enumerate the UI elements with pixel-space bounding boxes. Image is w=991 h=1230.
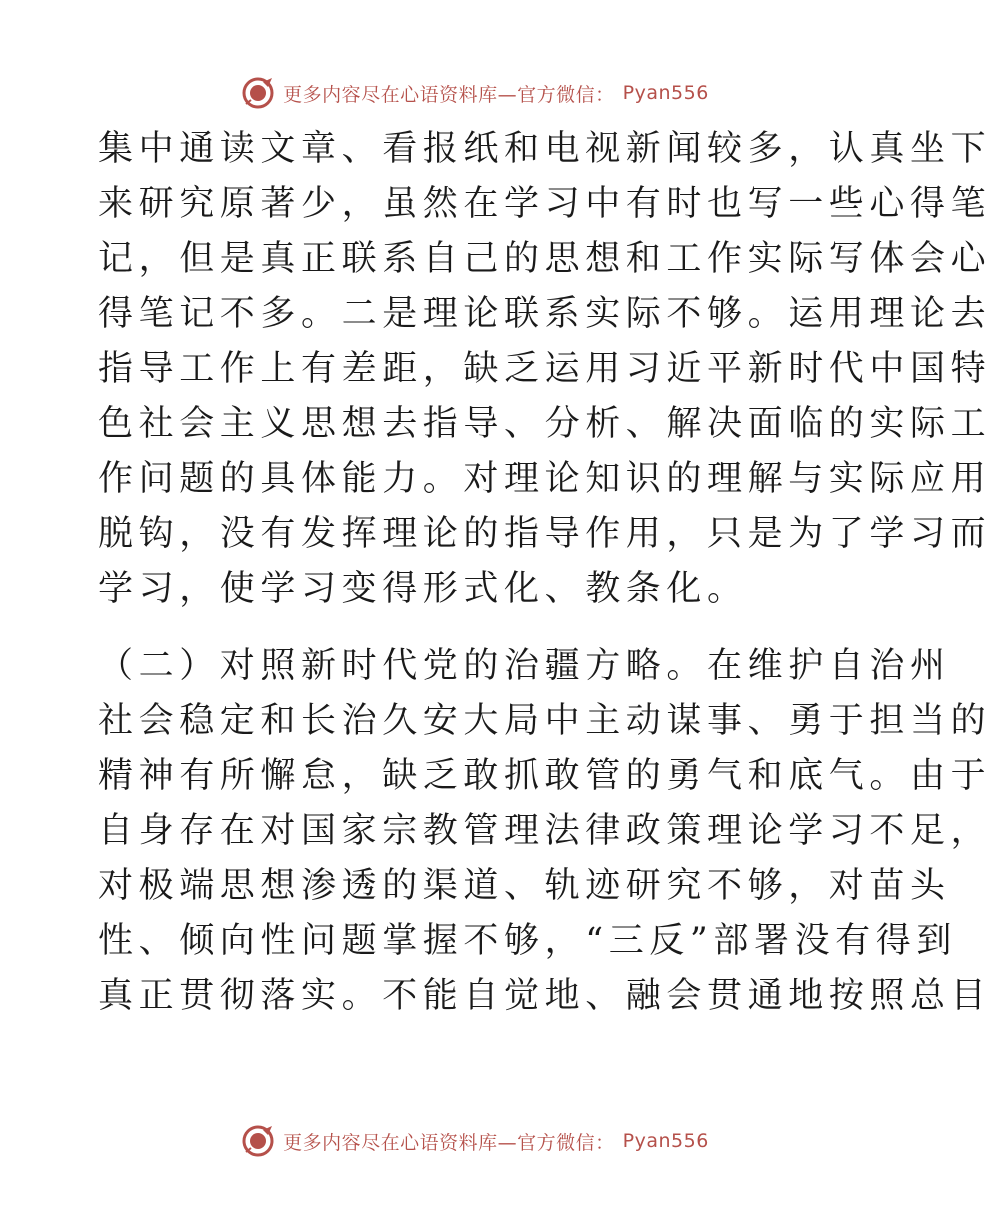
- paragraph-2: [98, 639, 991, 1024]
- text-line: 指导工作上有差距，缺乏运用习近平新时代中国特: [98, 349, 991, 389]
- paragraph-1: [98, 122, 991, 617]
- text-line: 真正贯彻落实。不能自觉地、融会贯通地按照总目: [98, 976, 991, 1016]
- text-line: 作问题的具体能力。对理论知识的理解与实际应用: [98, 459, 991, 499]
- footer-watermark: [0, 1124, 950, 1158]
- paragraph-gap: [98, 617, 858, 639]
- text-line: 记，但是真正联系自己的思想和工作实际写体会心: [98, 239, 991, 279]
- watermark-text: 更多内容尽在心语资料库—官方微信：: [283, 83, 615, 106]
- text-line: 来研究原著少，虽然在学习中有时也写一些心得笔: [98, 184, 991, 224]
- text-line: 精神有所懈怠，缺乏敢抓敢管的勇气和底气。由于: [98, 756, 991, 796]
- document-body: [98, 122, 991, 1024]
- text-line: 学习，使学习变得形式化、教条化。: [98, 569, 748, 609]
- text-line: 对极端思想渗透的渠道、轨迹研究不够，对苗头: [98, 866, 951, 906]
- header-watermark: [0, 76, 950, 110]
- text-line: 得笔记不多。二是理论联系实际不够。运用理论去: [98, 294, 991, 334]
- text-line: 色社会主义思想去指导、分析、解决面临的实际工: [98, 404, 991, 444]
- watermark-account: Pyan556: [622, 82, 709, 104]
- text-line: 性、倾向性问题掌握不够，“三反”部署没有得到: [98, 921, 957, 961]
- text-line: 社会稳定和长治久安大局中主动谋事、勇于担当的: [98, 701, 991, 741]
- text-line: 集中通读文章、看报纸和电视新闻较多，认真坐下: [98, 129, 991, 169]
- pen-seal-icon: [241, 1124, 275, 1158]
- watermark-account: Pyan556: [622, 1130, 709, 1152]
- pen-seal-icon: [241, 76, 275, 110]
- text-line: 脱钩，没有发挥理论的指导作用，只是为了学习而: [98, 514, 991, 554]
- watermark-text: 更多内容尽在心语资料库—官方微信：: [283, 1131, 615, 1154]
- text-line: 自身存在对国家宗教管理法律政策理论学习不足，: [98, 811, 991, 851]
- text-line: （二）对照新时代党的治疆方略。在维护自治州: [98, 646, 951, 686]
